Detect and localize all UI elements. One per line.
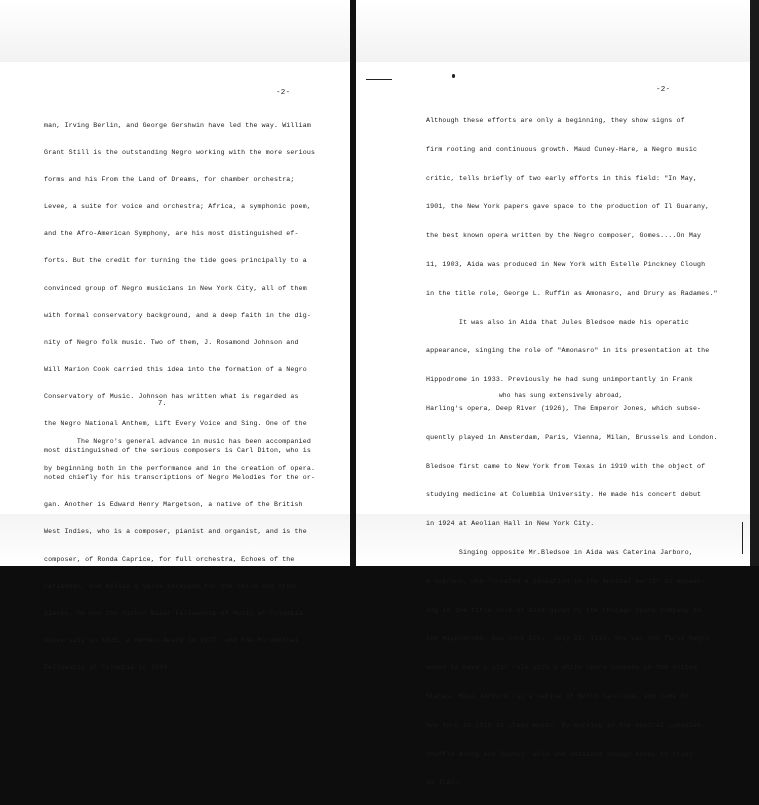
text-line: the Hippodrome, New York City, July 22, 1933. She was the first Negro xyxy=(426,635,710,643)
ink-mark xyxy=(366,79,392,80)
text-line: quently played in Amsterdam, Paris, Vienna, Milan, Brussels and London. xyxy=(426,433,718,441)
text-line: It was also in Aida that Jules Bledsoe made his operatic xyxy=(426,318,689,326)
text-line: Caribbean, and Ballad e Valse Serenade for the cello and other xyxy=(44,582,299,590)
text-line: by beginning both in the performance and in the creation of opera. xyxy=(44,465,316,473)
text-line: forms and his From the Land of Dreams, for chamber orchestra; xyxy=(44,176,295,184)
page-number: -2- xyxy=(276,89,291,97)
margin-mark xyxy=(742,522,743,554)
text-line: Levee, a suite for voice and orchestra; Africa, a symphonic poem, xyxy=(44,203,311,211)
text-line: firm rooting and continuous growth. Maud Cuney-Hare, a Negro music xyxy=(426,145,698,153)
text-line: convinced group of Negro musicians in New York City, all of them xyxy=(44,284,307,292)
text-line: The Negro's general advance in music has been accompanied xyxy=(44,438,311,445)
text-line: ing in the title role of Aida given by the Chicago Opera Company in xyxy=(426,606,702,614)
right-page xyxy=(356,62,750,787)
text-line: with formal conservatory background, and a deep faith in the dig- xyxy=(44,311,311,319)
text-line: Hippodrome in 1933. Previously he had sung unimportantly in Frank xyxy=(426,376,693,384)
text-line: the best known opera written by the Negro composer, Gomes....On May xyxy=(426,232,702,240)
text-line: pieces. He won the Victor Baier Fellowship of Music at Columbia xyxy=(44,609,303,617)
text-line: in Italy. xyxy=(426,779,463,787)
section-number: 7. xyxy=(158,400,167,408)
ink-mark xyxy=(452,74,455,78)
text-line: Harling's opera, Deep River (1926), The Emperor Jones, which subse- xyxy=(426,404,702,412)
text-line: critic, tells briefly of two early efforts in this field: "In May, xyxy=(426,174,698,182)
text-line: States. Miss Jarboro,/is a native of North Carolina, and came to xyxy=(426,692,689,700)
text-line: noted chiefly for his transcriptions of Negro Melodies for the or- xyxy=(44,474,316,482)
text-line: composer, of Ronda Caprice, for full orchestra, Echoes of the xyxy=(44,555,295,563)
text-line: Conservatory of Music. Johnson has written what is regarded as xyxy=(44,392,299,400)
text-line: in 1924 at Aeolian Hall in New York City. xyxy=(426,520,595,528)
text-line: New York in 1916 to study music. By working in the musical comedies xyxy=(426,721,702,729)
right-page-text xyxy=(426,100,718,805)
text-line: man, Irving Berlin, and George Gershwin have led the way. William xyxy=(44,122,311,129)
text-line: appearance, singing the role of "Amonasro" in its presentation at the xyxy=(426,347,710,355)
text-line: Shuffle Along and Runnin' Wild she obtained enough money to study xyxy=(426,750,693,758)
left-page-text xyxy=(44,105,315,688)
text-line: Although these efforts are only a beginning, they show signs of xyxy=(426,117,685,124)
scan-edge xyxy=(750,0,759,566)
text-line: 1901, the New York papers gave space to the production of Il Guarany, xyxy=(426,203,710,211)
text-line: most distinguished of the serious composers is Carl Diton, who is xyxy=(44,447,311,455)
text-line: a soprano, who "created a sensation in the musical world" in appear- xyxy=(426,577,706,585)
text-line: 11, 1903, Aida was produced in New York with Estelle Pinckney Clough xyxy=(426,260,706,268)
text-line: in the title role, George L. Ruffin as Amonasro, and Drury as Radames." xyxy=(426,289,718,297)
text-line: studying medicine at Columbia University. He made his concert debut xyxy=(426,491,702,499)
text-line: forts. But the credit for turning the tide goes principally to a xyxy=(44,257,307,265)
section-text xyxy=(44,421,315,489)
text-line: Singing opposite Mr.Bledsoe in Aida was Caterina Jarboro, xyxy=(426,548,693,556)
text-line: Bledsoe first came to New York from Texas in 1919 with the object of xyxy=(426,462,706,470)
interlinear-insert: who has sung extensively abroad, xyxy=(499,392,623,399)
page-number: -2- xyxy=(656,86,671,94)
text-line: Will Marion Cook carried this idea into the formation of a Negro xyxy=(44,365,307,373)
text-line: Fellowship at Columbia in 1934. xyxy=(44,663,172,671)
text-line: Grant Still is the outstanding Negro working with the more serious xyxy=(44,149,316,157)
text-line: the Negro National Anthem, Lift Every Voice and Sing. One of the xyxy=(44,420,307,428)
text-line: West Indies, who is a composer, pianist and organist, and is the xyxy=(44,528,307,536)
text-line: nity of Negro folk music. Two of them, J. Rosamond Johnson and xyxy=(44,338,299,346)
text-line: and the Afro-American Symphony, are his most distinguished ef- xyxy=(44,230,299,238)
text-line: gan. Another is Edward Henry Margetson, a native of the British xyxy=(44,501,303,509)
left-page xyxy=(0,62,350,671)
scanner-background-top xyxy=(0,0,759,62)
text-line: woman to have a star role with a white opera company in the United xyxy=(426,664,698,672)
text-line: University in 1925, a Harmon Award in 1927, and the Morzenthal xyxy=(44,636,299,644)
